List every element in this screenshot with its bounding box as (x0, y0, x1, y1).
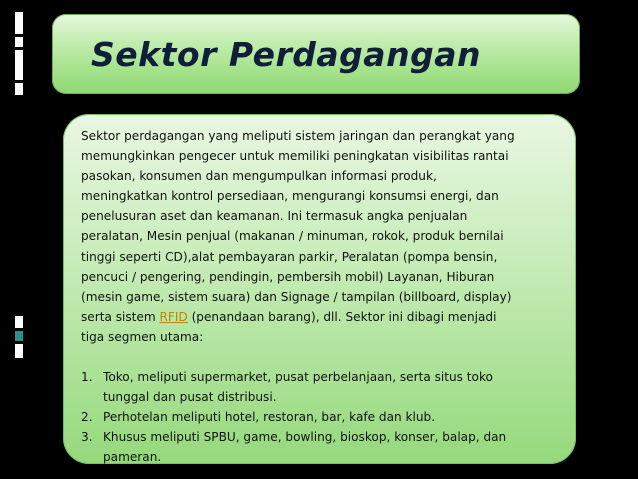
paragraph-line: penelusuran aset dan keamanan. Ini termasuk angka penjualan (81, 209, 468, 224)
list-item (81, 407, 568, 427)
rfid-link[interactable]: RFID (159, 309, 188, 324)
list-number: 1. (81, 370, 93, 385)
title-box (52, 14, 580, 94)
list-item-line: Khusus meliputi SPBU, game, bowling, bioskop, konser, balap, dan (103, 430, 507, 445)
paragraph-text: (penandaan barang), dll. Sektor ini dibagi menjadi (187, 309, 497, 324)
list-number: 2. (81, 410, 93, 425)
paragraph-line: tiga segmen utama: (81, 329, 204, 344)
paragraph-line (81, 307, 568, 327)
segment-list (81, 367, 568, 467)
paragraph-line: pasokan, konsumen dan mengumpulkan informasi produk, (81, 169, 437, 184)
paragraph-line: tinggi seperti CD),alat pembayaran parkir, Peralatan (pompa bensin, (81, 249, 498, 264)
content-box (63, 114, 576, 464)
list-number: 3. (81, 430, 93, 445)
paragraph-line: meningkatkan kontrol persediaan, mengurangi konsumsi energi, dan (81, 189, 499, 204)
paragraph-text: serta sistem (81, 309, 160, 324)
decorative-block (15, 83, 23, 95)
decorative-block (15, 316, 23, 328)
paragraph-line: Sektor perdagangan yang meliputi sistem jaringan dan perangkat yang (81, 129, 515, 143)
decorative-block (15, 344, 23, 358)
list-item-line: pameran. (103, 450, 162, 465)
decorative-sidebar-bottom (15, 316, 23, 361)
decorative-block (15, 37, 23, 47)
body-paragraph (81, 126, 568, 347)
paragraph-line: (mesin game, sistem suara) dan Signage / tampilan (billboard, display) (81, 289, 512, 304)
paragraph-line: memungkinkan pengecer untuk memiliki peningkatan visibilitas rantai (81, 149, 509, 164)
list-item-line: tunggal dan pusat distribusi. (103, 390, 277, 405)
slide-title: Sektor Perdagangan (91, 34, 481, 74)
list-item (81, 427, 568, 467)
list-item-line: Toko, meliputi supermarket, pusat perbelanjaan, serta situs toko (103, 370, 493, 385)
decorative-block (15, 50, 23, 80)
decorative-block (15, 12, 23, 34)
list-item (81, 367, 568, 407)
paragraph-line: pencuci / pengering, pendingin, pembersih mobil) Layanan, Hiburan (81, 269, 495, 284)
decorative-block (15, 331, 23, 341)
decorative-sidebar-top (15, 12, 23, 98)
paragraph-line: peralatan, Mesin penjual (makanan / minuman, rokok, produk bernilai (81, 229, 504, 244)
list-item-line: Perhotelan meliputi hotel, restoran, bar, kafe dan klub. (103, 410, 436, 425)
